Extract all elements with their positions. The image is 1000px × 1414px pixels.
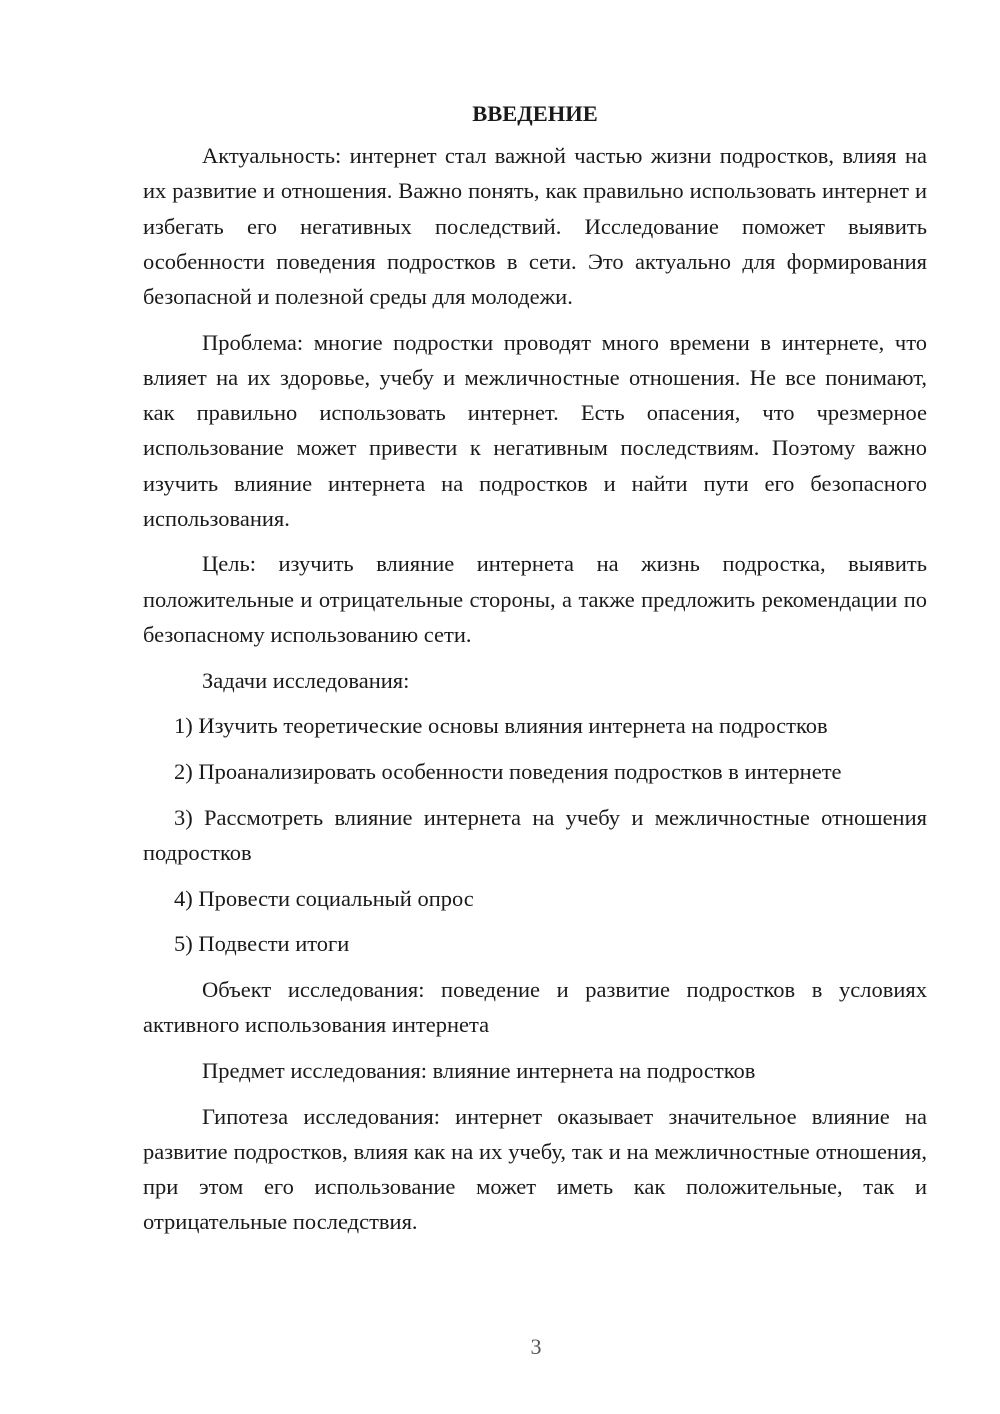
document-body [143, 96, 927, 1250]
paragraph-hypothesis: Гипотеза исследования: интернет оказывает значительное влияние на развитие подростков, влияя как на их учебу, так и на межличностные отношения, при этом его использование может иметь как положительные, так и отрицательные последствия. [143, 1103, 927, 1235]
paragraph-relevance: Актуальность: интернет стал важной частью жизни подростков, влияя на их развитие и отношения. Важно понять, как правильно использовать интернет и избегать его негативных последствий. Исследование поможет выявить особенности поведения подростков в сети. Это актуально для формирования безопасной и полезной среды для молодежи. [143, 143, 927, 310]
paragraph-object: Объект исследования: поведение и развитие подростков в условиях активного использования интернета [143, 976, 927, 1038]
task-item-5: 5) Подвести итоги [174, 931, 350, 957]
paragraph-problem: Проблема: многие подростки проводят много времени в интернете, что влияет на их здоровье, учебу и межличностные отношения. Не все понимают, как правильно использовать интернет. Есть опасения, что чрезмерное использование может привести к негативным последствиям. Поэтому важно изучить влияние интернета на подростков и найти пути его безопасного использования. [143, 329, 927, 531]
task-item-4: 4) Провести социальный опрос [174, 885, 474, 911]
paragraph-goal: Цель: изучить влияние интернета на жизнь подростка, выявить положительные и отрицательные стороны, а также предложить рекомендации по безопасному использованию сети. [143, 551, 927, 647]
task-item-1: 1) Изучить теоретические основы влияния интернета на подростков [174, 713, 828, 739]
section-heading: ВВЕДЕНИЕ [472, 101, 598, 126]
page-number: 3 [530, 1334, 542, 1359]
task-item-2: 2) Проанализировать особенности поведения подростков в интернете [174, 758, 842, 784]
paragraph-subject: Предмет исследования: влияние интернета на подростков [202, 1057, 756, 1083]
paragraph-tasks-title: Задачи исследования: [202, 667, 410, 693]
task-item-3: 3) Рассмотреть влияние интернета на учебу и межличностные отношения подростков [143, 804, 927, 865]
